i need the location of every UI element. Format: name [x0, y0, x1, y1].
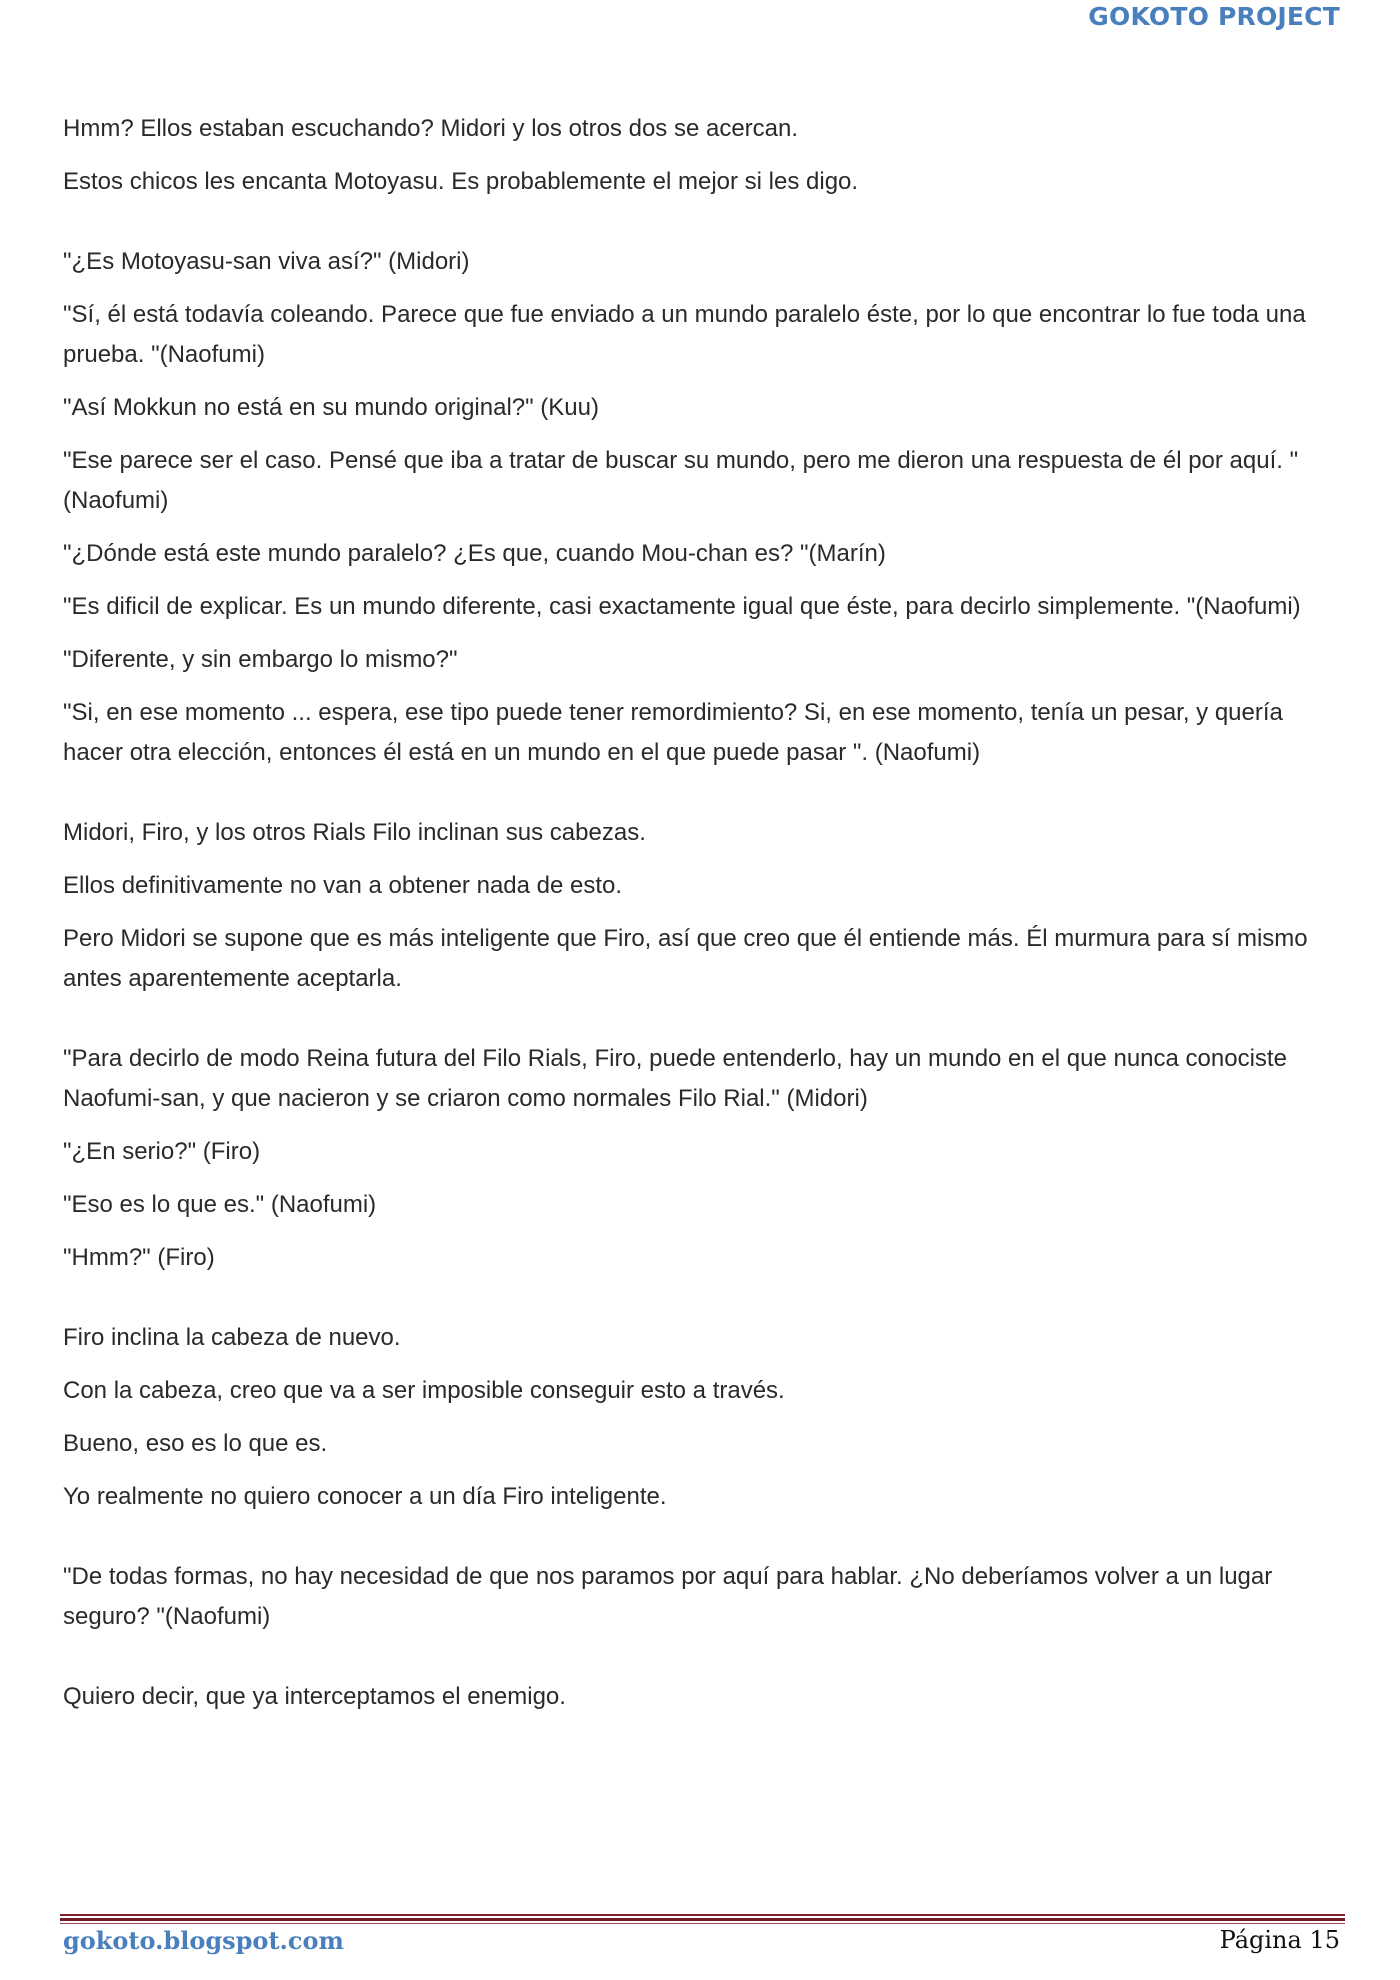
paragraph: Estos chicos les encanta Motoyasu. Es probablemente el mejor si les digo. — [63, 168, 859, 195]
footer-site-link[interactable]: gokoto.blogspot.com — [63, 1926, 344, 1955]
paragraph: "De todas formas, no hay necesidad de que nos paramos por aquí para hablar. ¿No deberíamos volver a un lugar seguro? "(Naofumi) — [63, 1563, 1273, 1630]
paragraph: Hmm? Ellos estaban escuchando? Midori y los otros dos se acercan. — [63, 115, 799, 142]
document-body — [63, 109, 1338, 1730]
paragraph: Pero Midori se supone que es más inteligente que Firo, así que creo que él entiende más. Él murmura para sí mismo antes aparentemente aceptarla. — [63, 925, 1308, 992]
paragraph: "Hmm?" (Firo) — [63, 1244, 215, 1271]
paragraph: "Sí, él está todavía coleando. Parece que fue enviado a un mundo paralelo éste, por lo que encontrar lo fue toda una prueba. "(Naofumi) — [63, 301, 1306, 368]
paragraph: "¿Es Motoyasu-san viva así?" (Midori) — [63, 248, 470, 275]
paragraph: "¿En serio?" (Firo) — [63, 1138, 261, 1165]
footer-rule — [60, 1923, 1345, 1924]
paragraph: "Diferente, y sin embargo lo mismo?" — [63, 646, 458, 673]
paragraph: Con la cabeza, creo que va a ser imposible conseguir esto a través. — [63, 1377, 785, 1404]
paragraph: "Si, en ese momento ... espera, ese tipo puede tener remordimiento? Si, en ese momento, tenía un pesar, y quería hacer otra elección, entonces él está en un mundo en el que puede pasar ". (Naofumi) — [63, 699, 1283, 766]
paragraph: "Para decirlo de modo Reina futura del Filo Rials, Firo, puede entenderlo, hay un mundo en el que nunca conociste Naofumi-san, y que nacieron y se criaron como normales Filo Rial." (Midori) — [63, 1045, 1287, 1112]
paragraph: Midori, Firo, y los otros Rials Filo inclinan sus cabezas. — [63, 819, 646, 846]
paragraph: Quiero decir, que ya interceptamos el enemigo. — [63, 1683, 566, 1710]
paragraph: "Ese parece ser el caso. Pensé que iba a tratar de buscar su mundo, pero me dieron una respuesta de él por aquí. "(Naofumi) — [63, 447, 1299, 514]
paragraph: "Es dificil de explicar. Es un mundo diferente, casi exactamente igual que éste, para decirlo simplemente. "(Naofumi) — [63, 593, 1301, 620]
paragraph: Yo realmente no quiero conocer a un día Firo inteligente. — [63, 1483, 667, 1510]
paragraph: "Así Mokkun no está en su mundo original?" (Kuu) — [63, 394, 599, 421]
footer-rule — [60, 1918, 1345, 1921]
paragraph: "Eso es lo que es." (Naofumi) — [63, 1191, 377, 1218]
paragraph: Firo inclina la cabeza de nuevo. — [63, 1324, 401, 1351]
footer-rule — [60, 1914, 1345, 1916]
paragraph: "¿Dónde está este mundo paralelo? ¿Es que, cuando Mou-chan es? "(Marín) — [63, 540, 886, 567]
paragraph: Bueno, eso es lo que es. — [63, 1430, 328, 1457]
paragraph: Ellos definitivamente no van a obtener nada de esto. — [63, 872, 623, 899]
header-project-title: GOKOTO PROJECT — [1088, 2, 1340, 31]
footer-page-number: Página 15 — [1219, 1926, 1340, 1954]
